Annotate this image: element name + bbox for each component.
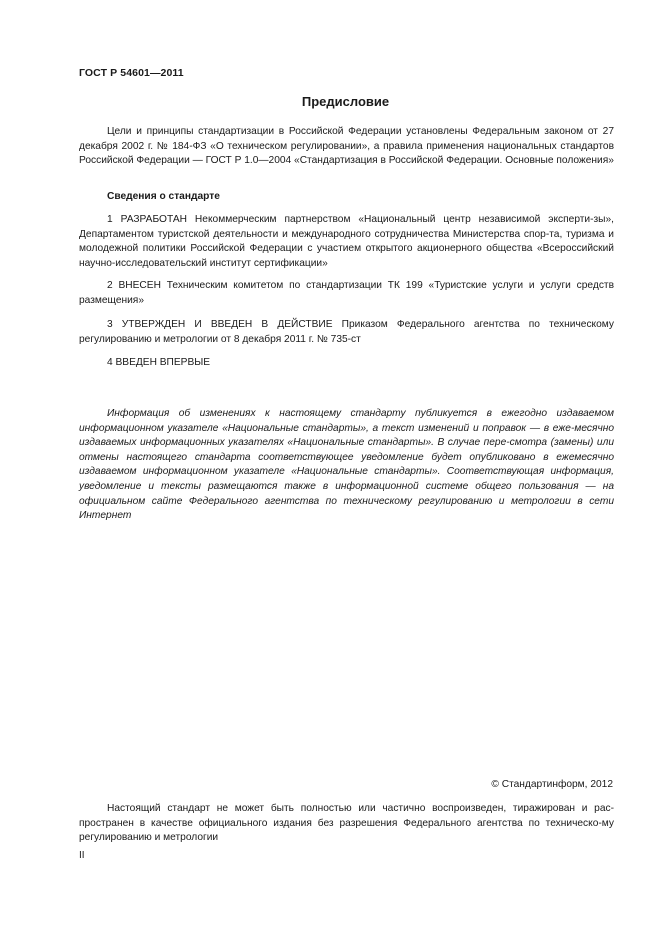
item-2-text: 2 ВНЕСЕН Техническим комитетом по стандартизации ТК 199 «Туристские услуги и услуги средств размещения» — [79, 280, 614, 306]
page-number: II — [79, 850, 85, 861]
notice-text: Информация об изменениях к настоящему стандарту публикуется в ежегодно издаваемом информационном указателе «Национальные стандарты», а текст изменений и поправок — в еже-месячно издаваемых информационных указателях «Национальные стандарты». В случае пере-смотра (замены) или отмены настоящего стандарта соответствующее уведомление будет опубликовано в ежемесячно издаваемом информационном указателе «Национальные стандарты». Соответствующая информация, уведомление и тексты размещаются также в информационной системе общего пользования — на официальном сайте Федерального агентства по техническому регулированию и метрологии в сети Интернет — [79, 408, 614, 522]
intro-paragraph — [79, 125, 614, 169]
document-code: ГОСТ Р 54601—2011 — [79, 67, 184, 79]
item-3-text: 3 УТВЕРЖДЕН И ВВЕДЕН В ДЕЙСТВИЕ Приказом Федерального агентства по техническому регулированию и метрологии от 8 декабря 2011 г. № 735-ст — [79, 319, 614, 345]
item-3 — [79, 318, 614, 347]
page-title: Предисловие — [301, 94, 390, 109]
item-1 — [79, 213, 614, 271]
notice-paragraph — [79, 407, 614, 524]
section-heading: Сведения о стандарте — [107, 191, 220, 202]
item-1-text: 1 РАЗРАБОТАН Некоммерческим партнерством «Национальный центр независимой эксперти-зы», Департаментом туристской деятельности и международного сотрудничества Министерства спор-та, туризма и молодежной политики Российской Федерации с участием открытого акционерного общества «Всероссийский научно-исследовательский институт сертификации» — [79, 214, 614, 269]
reproduction-paragraph — [79, 802, 614, 846]
copyright-line: © Стандартинформ, 2012 — [491, 779, 613, 790]
item-2 — [79, 279, 614, 308]
item-4-text: 4 ВВЕДЕН ВПЕРВЫЕ — [107, 357, 211, 368]
reproduction-text: Настоящий стандарт не может быть полностью или частично воспроизведен, тиражирован и рас-пространен в качестве официального издания без разрешения Федерального агентства по техническо-му регулированию и метрологии — [79, 803, 614, 844]
intro-text: Цели и принципы стандартизации в Российской Федерации установлены Федеральным законом от 27 декабря 2002 г. № 184-ФЗ «О техническом регулировании», а правила применения национальных стандартов Российской Федерации — ГОСТ Р 1.0—2004 «Стандартизация в Российской Федерации. Основные положения» — [79, 126, 614, 167]
item-4 — [79, 356, 614, 371]
